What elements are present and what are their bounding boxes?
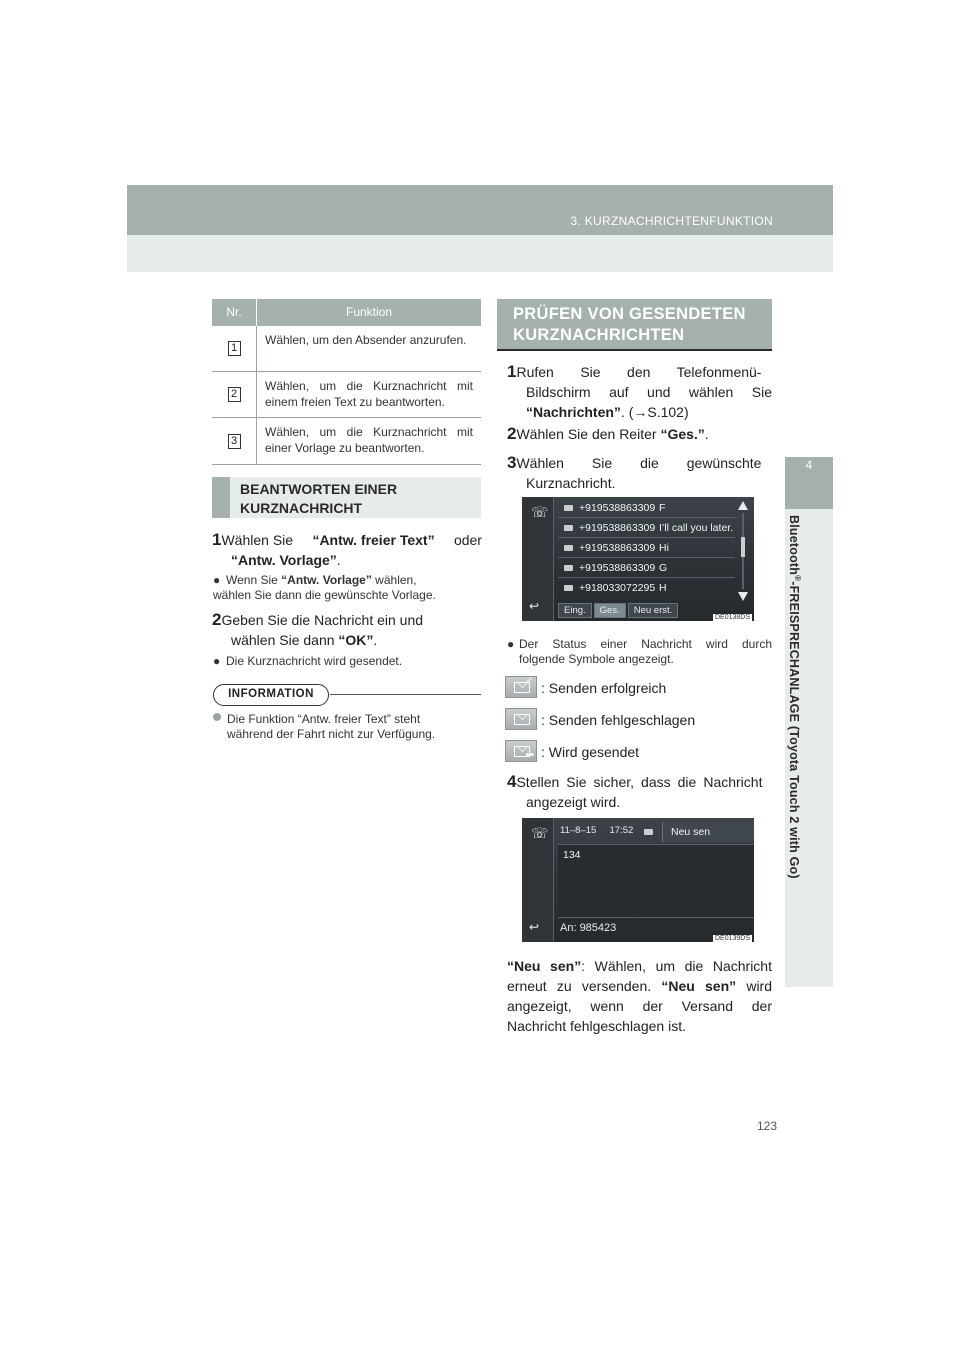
table-row [212, 326, 481, 372]
check-step-4 [507, 772, 772, 812]
list-item [558, 579, 735, 598]
header-subband [127, 235, 833, 272]
side-label-post: -FREISPRECHANLAGE (Toyota Touch 2 with Go) [786, 581, 801, 879]
bullet-bold: “Antw. Vorlage” [281, 573, 372, 587]
chapter-title: 3. KURZNACHRICHTENFUNKTION [570, 214, 773, 228]
scroll-up-icon [738, 501, 748, 510]
bullet-icon: ● [213, 654, 221, 668]
envelope-icon [514, 714, 530, 725]
step-text: angezeigt wird. [526, 794, 621, 810]
step-text: Rufen Sie den Telefonmenü- [516, 364, 762, 380]
message-preview: F [659, 502, 666, 514]
dots-icon: ••• [525, 750, 533, 761]
row-number: 2 [228, 387, 241, 402]
col-nr: Nr. [212, 299, 257, 326]
check-step-1 [507, 362, 772, 422]
bullet-text: folgende Symbole angezeigt. [519, 652, 674, 666]
page-number: 123 [757, 1119, 778, 1133]
bullet-text: Wenn Sie [226, 573, 282, 587]
message-detail-screenshot [522, 818, 754, 942]
text: Nachricht fehlgeschlagen ist. [507, 1018, 686, 1034]
section-title [240, 480, 397, 518]
recipient: An: 985423 [560, 922, 617, 934]
header-band [127, 185, 833, 235]
text: : Wählen, um die Nachricht [581, 958, 772, 974]
message-preview: H [659, 582, 667, 594]
title-line: BEANTWORTEN EINER [240, 481, 398, 497]
step-text: wählen Sie dann [231, 632, 339, 648]
bullet-text: Der Status einer Nachricht wird durch [519, 637, 772, 651]
step-text: Wählen Sie den Reiter [516, 426, 661, 442]
neu-sen-description [507, 956, 772, 1036]
step-text: . (→S.102) [620, 404, 689, 420]
step-bold: “OK” [338, 632, 374, 648]
title-line: KURZNACHRICHT [240, 500, 363, 516]
status-bullet [507, 637, 772, 667]
message-time: 17:52 [609, 825, 634, 836]
message-preview: G [659, 562, 668, 574]
info-line-1: Die Funktion “Antw. freier Text” steht [227, 712, 421, 726]
side-tab-label [787, 515, 802, 879]
message-body [558, 844, 754, 918]
row-number: 3 [228, 434, 241, 449]
text: erneut zu versenden. [507, 978, 662, 994]
message-date: 11‒8‒15 [560, 825, 597, 836]
step-text: Stellen Sie sicher, dass die Nachricht [516, 774, 763, 790]
scrollbar [738, 501, 748, 601]
table-header [212, 299, 481, 326]
title-line: PRÜFEN VON GESENDETEN [513, 305, 746, 323]
screen-tabs [558, 603, 678, 618]
envelope-icon [564, 585, 573, 591]
resend-button: Neu sen [662, 822, 754, 842]
step-text: . [336, 552, 341, 568]
step-text: Kurznachricht. [526, 475, 616, 491]
back-icon: ↩ [529, 599, 540, 613]
sent-ok-icon [505, 676, 537, 698]
answer-bullet-2 [213, 654, 481, 669]
answer-bullet-1 [213, 573, 481, 603]
row-number: 1 [228, 341, 241, 356]
status-sent-text: : Senden erfolgreich [541, 680, 667, 696]
side-label-pre: Bluetooth [786, 515, 801, 576]
step-number: 2 [212, 610, 222, 629]
phone-icon: ☏ [531, 504, 549, 520]
envelope-icon [564, 545, 573, 551]
bullet-text: wählen Sie dann die gewünschte Vorlage. [213, 588, 436, 602]
text: wird [736, 978, 773, 994]
step-number: 4 [507, 772, 517, 791]
message-text: 134 [563, 849, 581, 861]
col-funktion: Funktion [345, 305, 393, 319]
bullet-text: Die Kurznachricht wird gesendet. [226, 654, 403, 668]
step-bold: “Nachrichten” [526, 404, 621, 420]
check-step-3 [507, 453, 772, 493]
tab-neu-erst: Neu erst. [628, 603, 679, 618]
screen-sidebar [522, 497, 554, 621]
section-heading-answer [212, 477, 481, 518]
scroll-thumb [741, 537, 745, 557]
table-row [212, 372, 481, 418]
list-item [558, 539, 735, 558]
back-icon: ↩ [529, 920, 540, 934]
text-bold: “Neu sen” [661, 978, 737, 994]
step-text: . [704, 426, 709, 442]
envelope-icon [564, 525, 573, 531]
section-title [513, 304, 746, 346]
figure-code: DE0138DS [714, 614, 750, 621]
bullet-icon [213, 713, 221, 721]
step-text: Bildschirm auf und wählen Sie [526, 384, 772, 400]
step-text: Wählen Sie [221, 532, 294, 548]
bullet-text: wählen, [371, 573, 417, 587]
info-line-2: während der Fahrt nicht zur Verfügung. [227, 727, 436, 741]
answer-step-2 [212, 610, 482, 650]
chapter-number: 4 [805, 458, 813, 472]
row-text: Wählen, um die Kurznachricht mit einer Vorlage zu beantworten. [265, 425, 473, 455]
status-sending-text: : Wird gesendet [541, 744, 640, 760]
information-text [213, 712, 481, 742]
row-text: Wählen, um die Kurznachricht mit einem freien Text zu beantworten. [265, 379, 473, 409]
sending-icon [505, 740, 537, 762]
text-bold: “Neu sen” [507, 958, 582, 974]
sent-failed-icon [505, 708, 537, 730]
screen-sidebar [522, 818, 554, 942]
step-bold: “Antw. freier Text” [312, 532, 435, 548]
title-line: KURZNACHRICHTEN [513, 326, 685, 344]
list-item [558, 519, 735, 538]
envelope-icon [564, 505, 573, 511]
sender-number: +918033072295 [579, 582, 656, 594]
step-bold: “Antw. Vorlage” [231, 552, 337, 568]
step-number: 2 [507, 424, 517, 443]
step-number: 3 [507, 453, 517, 472]
message-preview: I’ll call you later. [659, 522, 734, 534]
function-table [212, 299, 481, 465]
scroll-down-icon [738, 592, 748, 601]
text: angezeigt, wenn der Versand der [507, 998, 772, 1014]
bullet-icon: ● [213, 573, 221, 587]
information-label: INFORMATION [213, 684, 329, 706]
list-item [558, 499, 735, 518]
step-text: Geben Sie die Nachricht ein und [221, 612, 424, 628]
envelope-icon [644, 829, 653, 835]
step-text: . [373, 632, 378, 648]
list-item [558, 559, 735, 578]
status-failed-text: : Senden fehlgeschlagen [541, 712, 696, 728]
message-preview: Hi [659, 542, 669, 554]
step-text: Wählen Sie die gewünschte [516, 455, 762, 471]
phone-icon: ☏ [531, 825, 549, 841]
section-heading-check [497, 299, 772, 351]
side-label-sup: ® [793, 575, 802, 582]
row-text: Wählen, um den Absender anzurufen. [265, 333, 467, 347]
envelope-icon [564, 565, 573, 571]
table-row [212, 418, 481, 465]
tab-ges: Ges. [594, 603, 626, 618]
step-bold: “Ges.” [660, 426, 705, 442]
figure-code: DE0139DS [714, 935, 750, 942]
tab-eing: Eing. [558, 603, 592, 618]
sender-number: +919538863309 [579, 522, 656, 534]
message-datetime [560, 825, 633, 836]
step-number: 1 [507, 362, 517, 381]
heading-bar [212, 477, 230, 518]
answer-step-1 [212, 530, 482, 570]
bullet-icon: ● [507, 637, 515, 651]
sender-number: +919538863309 [579, 502, 656, 514]
sent-messages-screenshot [522, 497, 754, 621]
sender-number: +919538863309 [579, 542, 656, 554]
check-step-2 [507, 424, 772, 444]
check-icon: ✓ [524, 675, 534, 687]
sender-number: +919538863309 [579, 562, 656, 574]
step-number: 1 [212, 530, 222, 549]
step-text: oder [453, 532, 482, 548]
